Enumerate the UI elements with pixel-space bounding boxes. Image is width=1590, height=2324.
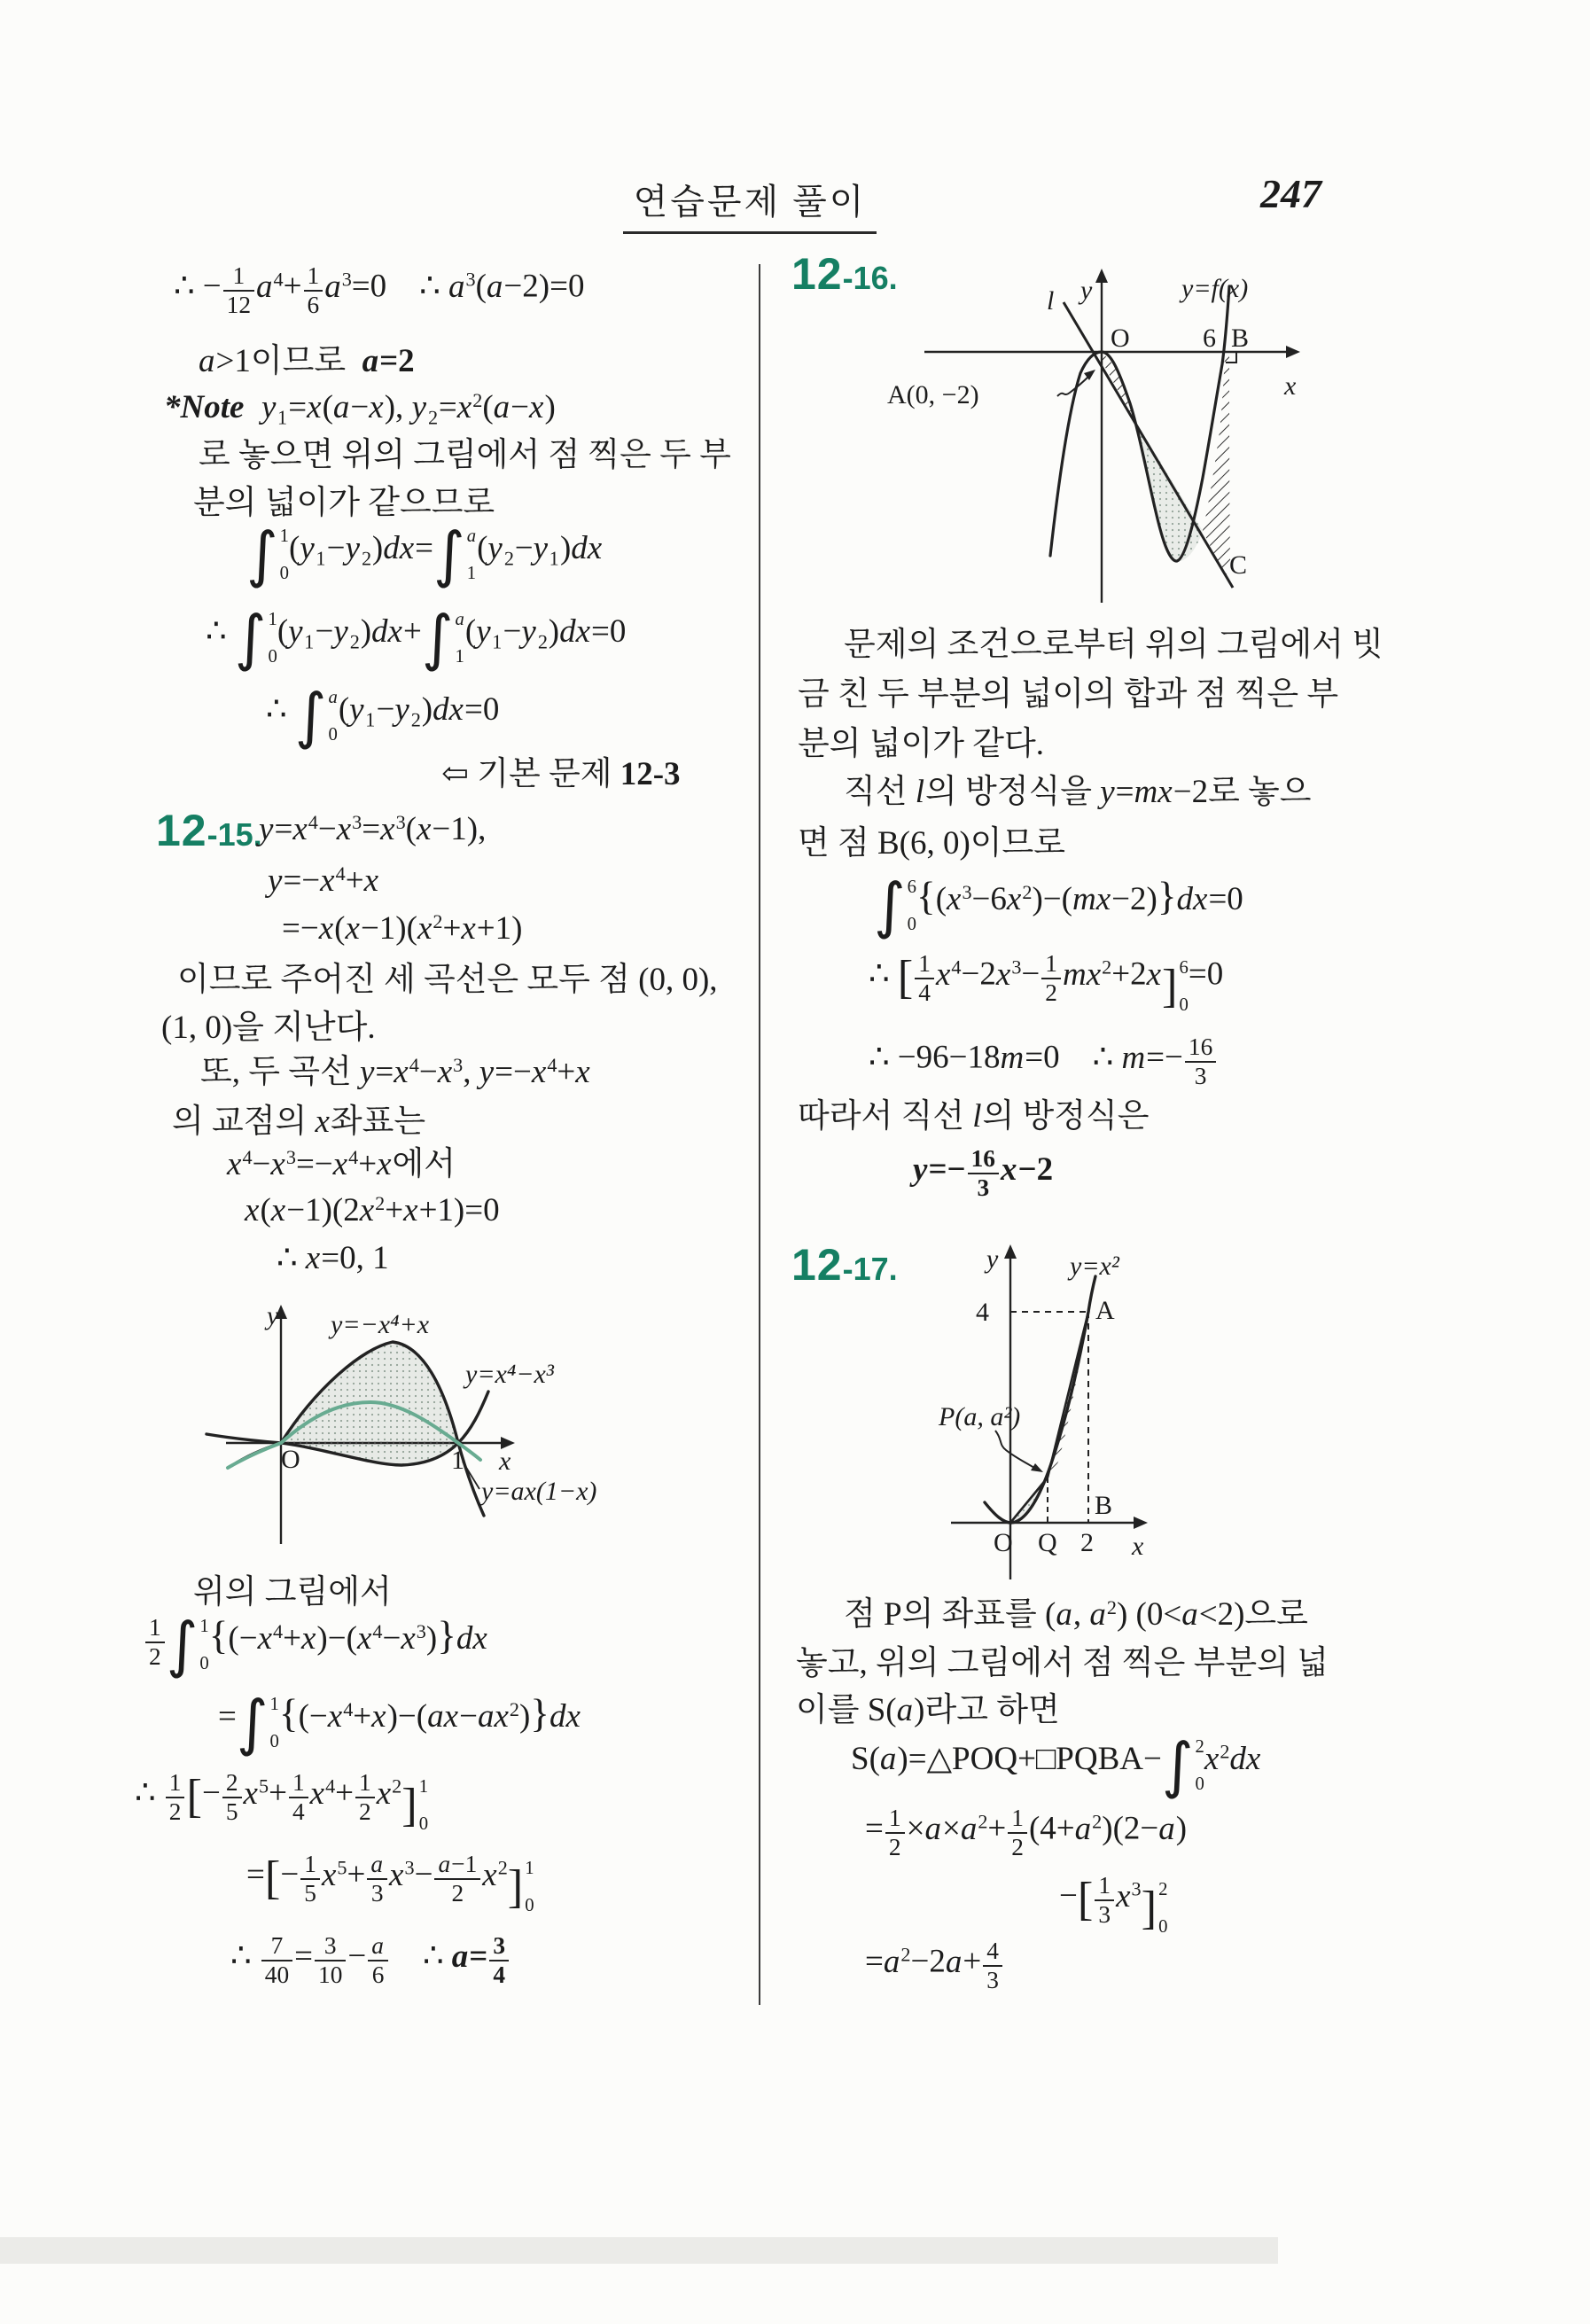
p16-eq-2: ∴ [ $\frac{1}{4}$ $x^4-2x^3-$ $\frac{1}{2}$ $mx^2+2x$ ] 6 0 =0 — [869, 950, 1224, 1015]
point-a-label: A(0, −2) — [887, 380, 979, 409]
point-p-label: P(a, a²) — [939, 1402, 1021, 1431]
p16-text-5: 면 점 B(6, 0)이므로 — [798, 825, 1066, 862]
p-label-arrow — [995, 1431, 1034, 1468]
point-c-label: C — [1229, 550, 1248, 580]
line-l-label: l — [1047, 286, 1055, 316]
curve2-label: y=x⁴−x³ — [465, 1360, 554, 1389]
p15-eq-7: $\frac{1}{2}$ ∫ 1 0 $\{(-x^4+x)-(x^4-x^3)\}dx$ — [144, 1611, 488, 1676]
curve-label: y=x² — [1070, 1252, 1119, 1281]
curve3-label: y=ax(1−x) — [481, 1477, 597, 1506]
p16-eq-1: ∫ 6 0 $\{(x^3-6x^2)-(mx-2)\}dx=0$ — [874, 870, 1243, 942]
point-a-label: A — [1095, 1296, 1115, 1325]
y-axis-label: y — [986, 1244, 999, 1274]
origin-label: O — [281, 1445, 300, 1474]
p15-eq-5: $x(x-1)(2x^2+x+1)=0$ — [245, 1191, 500, 1228]
origin-label: O — [994, 1528, 1013, 1557]
p17-text-1: 점 P의 좌표를 (a, $a^2$) (0<a<2)으로 — [844, 1595, 1308, 1633]
note-text-1: 로 놓으면 위의 그림에서 점 찍은 두 부 — [199, 437, 731, 473]
p15-text-3: 또, 두 곡선 $y=x^4-x^3$, $y=-x^4+x$ — [200, 1053, 590, 1090]
p17-eq-1: S(a)=△POQ+□PQBA− ∫ 2 0 $x^2dx$ — [851, 1730, 1261, 1801]
p15-eq-2: $y=-x^4+x$ — [268, 862, 379, 899]
problem-suffix: -15. — [207, 816, 262, 853]
graph-12-17 — [846, 1232, 1245, 1595]
reference-line: ⇦ 기본 문제 12-3 — [441, 756, 681, 792]
p15-eq-3: $=-x(x-1)(x^2+x+1)$ — [282, 909, 523, 947]
problem-number: 12 — [791, 1240, 843, 1290]
p15-text-2: (1, 0)을 지난다. — [161, 1010, 376, 1046]
graph-12-16 — [873, 261, 1352, 625]
problem-number: 12 — [791, 249, 843, 299]
a-label-arrow — [1057, 376, 1089, 396]
p15-text-1: 이므로 주어진 세 곡선은 모두 점 (0, 0), — [177, 962, 718, 998]
integral-eq-1: ∫ 1 0 (y₁−y₂)dx= ∫ a 1 (y₂−y₁)dx — [246, 519, 603, 590]
p15-eq-6: ∴ x=0, 1 — [277, 1240, 389, 1276]
p16-text-6: 따라서 직선 l의 방정식은 — [798, 1098, 1150, 1135]
y-axis-arrow — [1004, 1244, 1017, 1259]
integral-eq-3: ∴ ∫ a 0 (y₁−y₂)dx=0 — [266, 681, 500, 752]
point-b-label: B — [1095, 1491, 1113, 1520]
origin-label: O — [1111, 324, 1130, 353]
note-text-2: 분의 넓이가 같으므로 — [193, 485, 495, 521]
y-axis-arrow — [1095, 269, 1108, 283]
integral-eq-2: ∴ ∫ 1 0 (y₁−y₂)dx+ ∫ a 1 (y₁−y₂)dx=0 — [206, 603, 627, 674]
note-line: *Note y₁=x(a−x), $y_2=x^2(a-x)$ — [164, 388, 556, 425]
point-b-label: B — [1231, 324, 1250, 353]
p17-text-3: 이를 S(a)라고 하면 — [796, 1692, 1060, 1728]
x-2-label: 2 — [1080, 1528, 1094, 1557]
p15-eq-8: = ∫ 1 0 $\{(-x^4+x)-(ax-ax^2)\}dx$ — [218, 1688, 581, 1759]
x-axis-label: x — [1284, 371, 1297, 401]
problem-suffix: -17. — [842, 1251, 898, 1287]
chord-p-a — [1048, 1312, 1088, 1478]
p15-text-4: 의 교점의 x좌표는 — [172, 1104, 426, 1140]
p16-text-3: 분의 넓이가 같다. — [798, 726, 1044, 762]
x-axis-label: x — [499, 1447, 511, 1476]
p16-answer: y=− $\frac{16}{3}$ x−2 — [913, 1145, 1054, 1201]
x-axis-label: x — [1132, 1532, 1144, 1561]
page-number: 247 — [1260, 171, 1321, 216]
p-label-arrowhead — [1031, 1463, 1043, 1472]
y-4-label: 4 — [976, 1298, 989, 1327]
x-axis-arrow — [1286, 346, 1300, 358]
point-q-label: Q — [1038, 1528, 1057, 1557]
graph-12-15 — [191, 1276, 713, 1569]
p17-text-2: 놓고, 위의 그림에서 점 찍은 부분의 넓 — [796, 1645, 1329, 1681]
p15-text-5: 위의 그림에서 — [193, 1574, 392, 1610]
x-axis-arrow — [1134, 1517, 1148, 1529]
formula-a-equals-2: a>1이므로 a=2 — [199, 343, 415, 379]
x-1-label: 1 — [451, 1446, 464, 1475]
p15-eq-9: ∴ $\frac{1}{2}$ [− $\frac{2}{5}$ $x^5+$ $\frac{1}{4}$ $x^4+$ $\frac{1}{2}$ $x^2$ ] 1 0 — [135, 1769, 429, 1834]
y-axis-label: y — [267, 1301, 279, 1330]
curve1-label: y=−x⁴+x — [331, 1310, 430, 1339]
scan-artifact-band — [0, 2237, 1278, 2264]
page-header-title: 연습문제 풀이 — [623, 174, 877, 234]
p16-text-1: 문제의 조건으로부터 위의 그림에서 빗 — [844, 627, 1383, 663]
y-axis-label: y — [1080, 276, 1093, 305]
p15-eq-10: =[− $\frac{1}{5}$ $x^5+$ $\frac{a}{3}$ $x^3-$ $\frac{a-1}{2}$ $x^2$ ] 1 0 — [246, 1851, 534, 1915]
column-divider — [759, 264, 760, 2005]
x-6-label: 6 — [1203, 324, 1216, 353]
formula-a-cubic: ∴ − $\frac{1}{12}$ $a^4+$ $\frac{1}{6}$ $a^3=0$ ∴ $a^3(a-2)=0$ — [174, 262, 585, 318]
p17-eq-3: −[ $\frac{1}{3}$ $x^3$ ] 2 0 — [1059, 1872, 1168, 1937]
chord-o-p — [1010, 1478, 1048, 1523]
problem-suffix: -16. — [842, 260, 898, 296]
p15-eq-11: ∴ $\frac{7}{40}$ = $\frac{3}{10}$ − $\frac{a}{6}$ ∴ a= $\frac{3}{4}$ — [230, 1932, 511, 1988]
p17-eq-2: = $\frac{1}{2}$ $\times a\times a^2+$ $\frac{1}{2}$ $(4+a^2)(2-a)$ — [865, 1805, 1188, 1860]
p15-eq-4: $x^4-x^3=-x^4+x$에서 — [227, 1145, 456, 1182]
p16-text-4: 직선 l의 방정식을 y=mx−2로 놓으 — [844, 774, 1312, 810]
problem-label-12-15 — [156, 805, 262, 856]
p15-eq-1: $y=x^4-x^3=x^3(x-1)$, — [259, 810, 487, 847]
problem-number: 12 — [156, 806, 207, 855]
curve-label: y=f(x) — [1181, 274, 1249, 303]
p16-eq-3: ∴ −96−18m=0 ∴ m=− $\frac{16}{3}$ — [869, 1033, 1218, 1089]
p17-eq-4: $=a^2-2a+$ $\frac{4}{3}$ — [865, 1938, 1004, 1993]
p16-text-2: 금 친 두 부분의 넓이의 합과 점 찍은 부 — [798, 676, 1339, 713]
